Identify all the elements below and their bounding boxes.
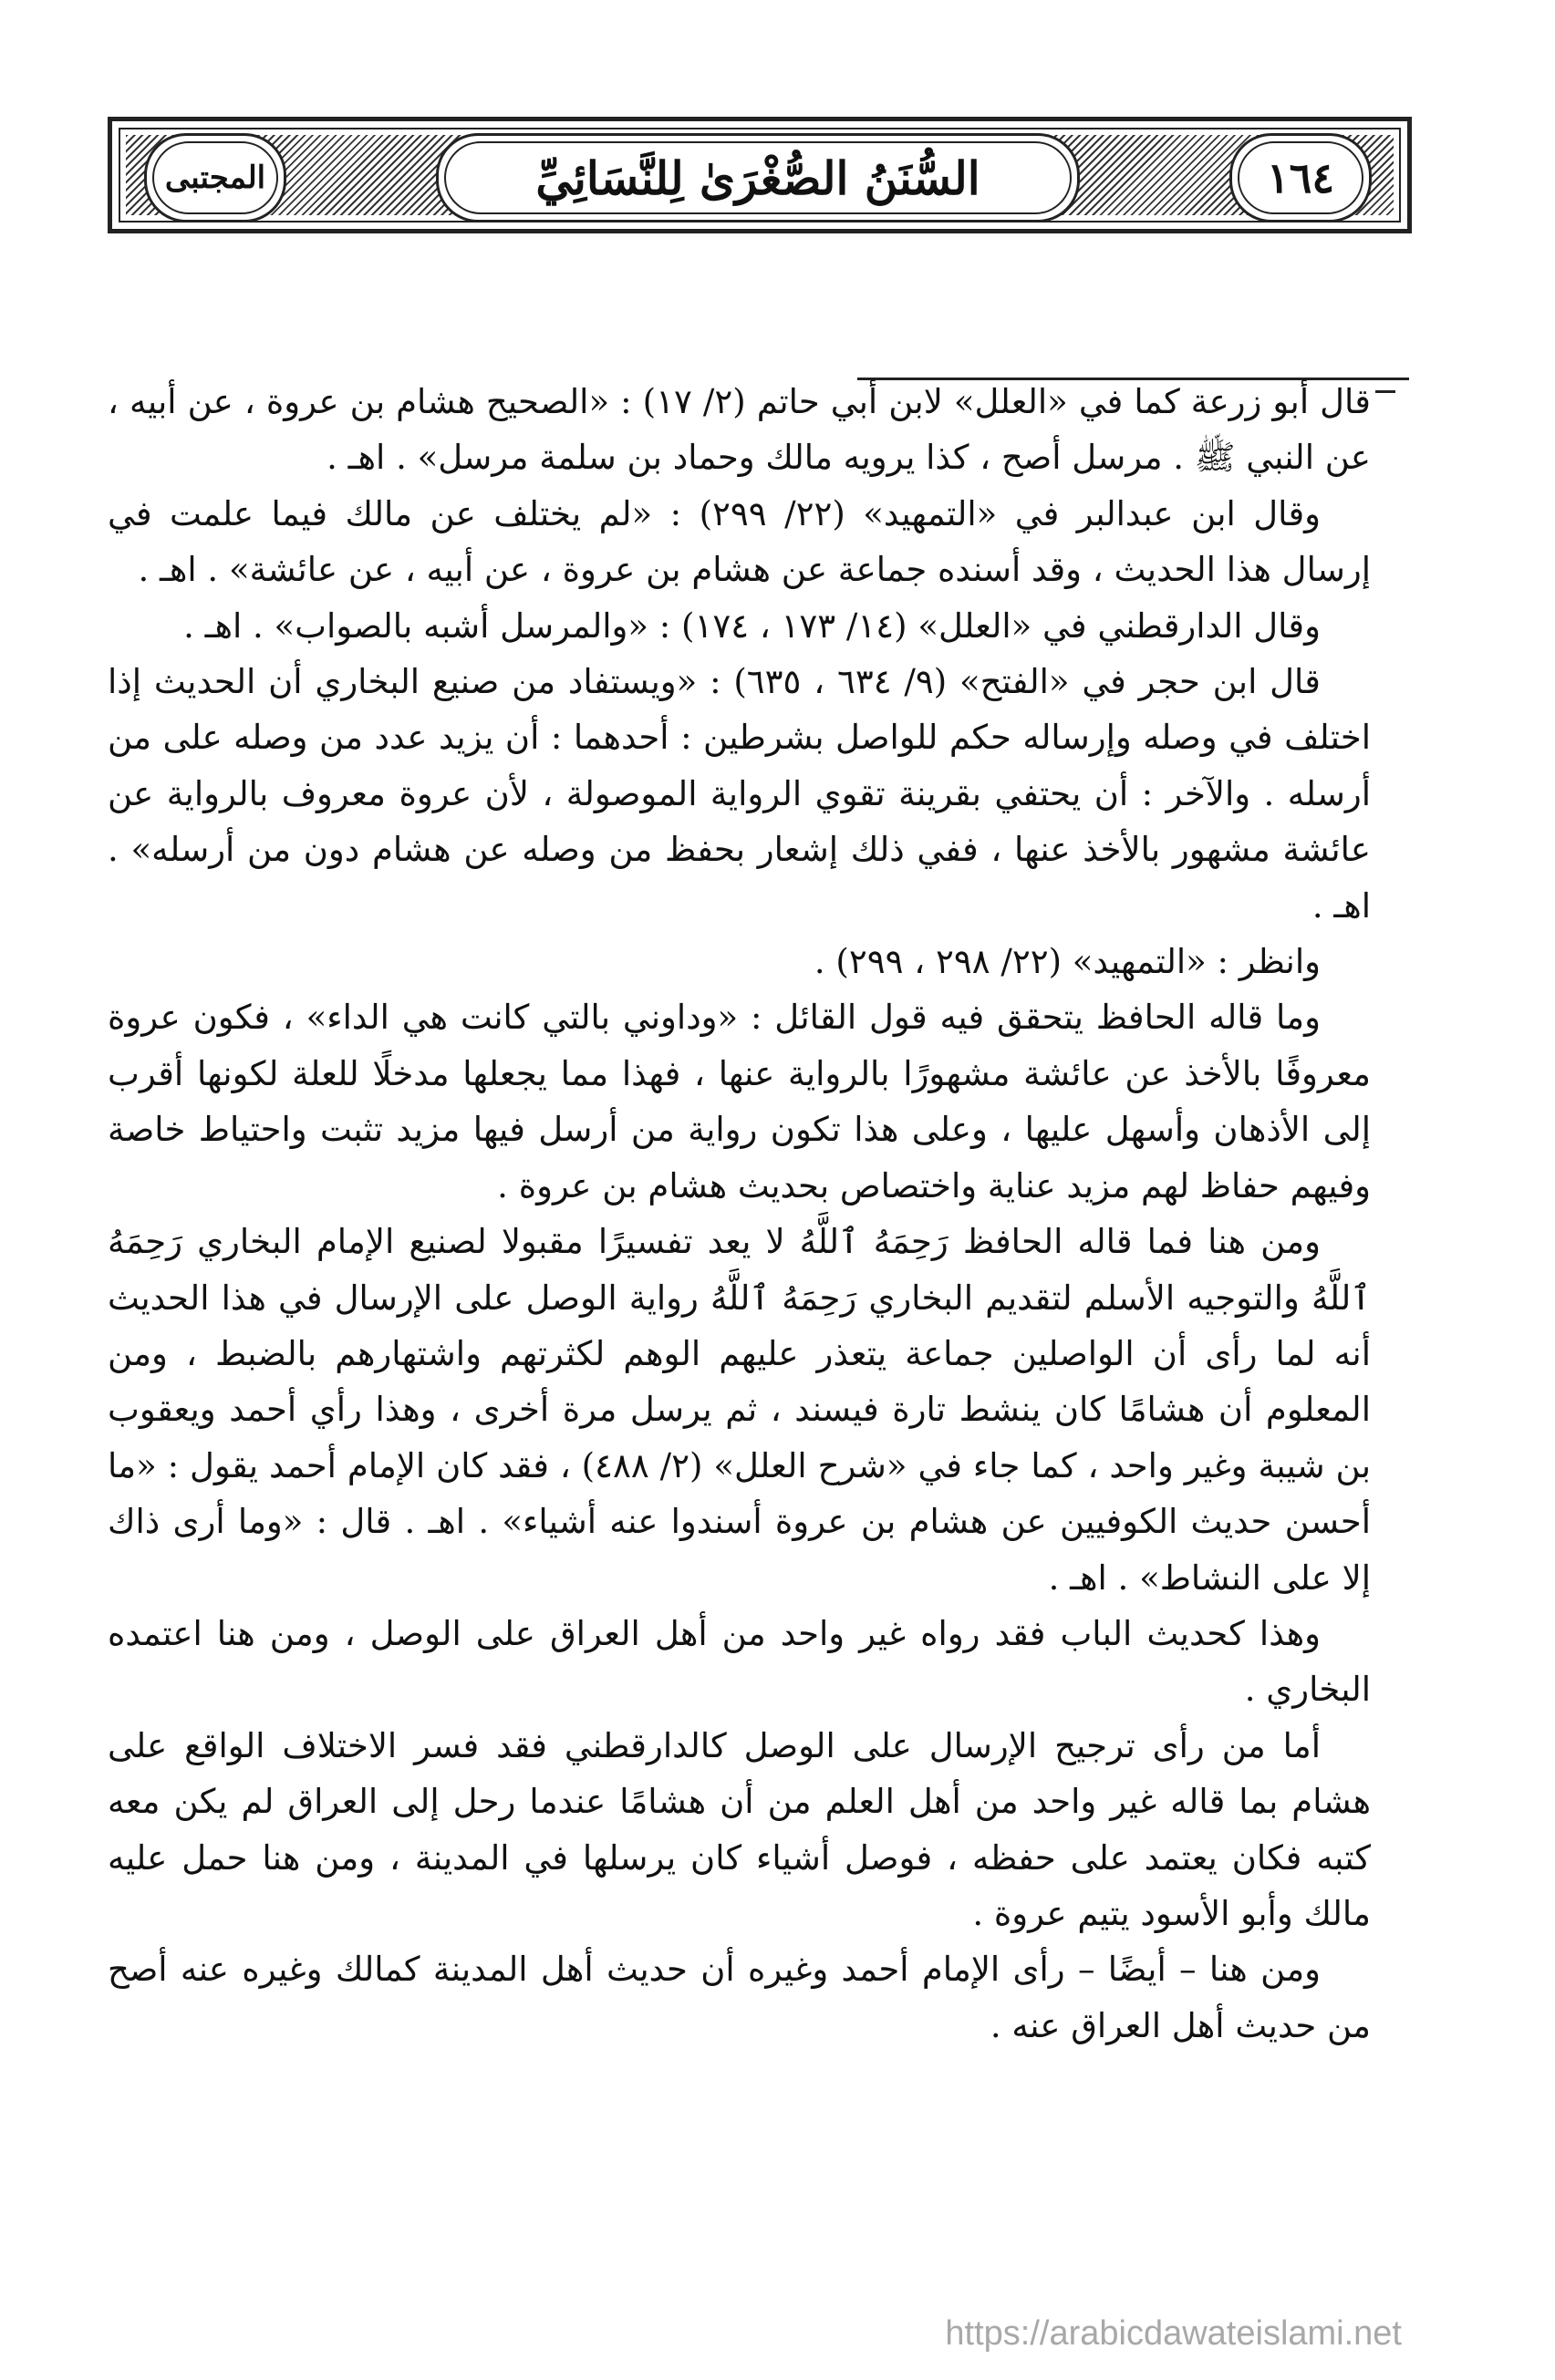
watermark-url: https://arabicdawateislami.net xyxy=(945,2314,1402,2353)
paragraph: وهذا كحديث الباب فقد رواه غير واحد من أهل العراق على الوصل ، ومن هنا اعتمده البخاري . xyxy=(108,1613,1371,1710)
book-title: السُّنَنُ الصُّغْرَىٰ لِلنَّسَائِيِّ xyxy=(535,150,980,205)
footnote-dash-mark xyxy=(1375,390,1395,393)
paragraph: ومن هنا – أيضًا – رأى الإمام أحمد وغيره أن حديث أهل المدينة كمالك وغيره عنه أصح من حديث أهل العراق عنه . xyxy=(108,1950,1371,2045)
page-number-cartouche xyxy=(1229,133,1372,222)
paragraph: قال ابن حجر في «الفتح» (٩/ ٦٣٤ ، ٦٣٥) : «ويستفاد من صنيع البخاري أن الحديث إذا اختلف في وصله وإرساله حكم للواصل بشرطين : أحدهما : أن يزيد عدد من وصله على من أرسله . والآخر : أن يحتفي بقرينة تقوي الرواية الموصولة ، لأن عروة معروف بالرواية عن عائشة مشهور بالأخذ عنها ، ففي ذلك إشعار بحفظ من وصله عن هشام دون من أرسله» . اهـ . xyxy=(108,662,1371,926)
paragraph: وقال الدارقطني في «العلل» (١٤/ ١٧٣ ، ١٧٤) : «والمرسل أشبه بالصواب» . اهـ . xyxy=(183,605,1321,646)
paragraph: قال أبو زرعة كما في «العلل» لابن أبي حاتم (٢/ ١٧) : «الصحيح هشام بن عروة ، عن أبيه ، عن النبي ﷺ . مرسل أصح ، كذا يرويه مالك وحماد بن سلمة مرسل» . اهـ . xyxy=(108,382,1371,478)
page-header xyxy=(108,117,1412,233)
paragraph: ومن هنا فما قاله الحافظ رَحِمَهُ ٱللَّهُ لا يعد تفسيرًا مقبولا لصنيع الإمام البخاري رَحِمَهُ ٱللَّهُ والتوجيه الأسلم لتقديم البخاري رَحِمَهُ ٱللَّهُ رواية الوصل على الإرسال في هذا الحديث أنه لما رأى أن الواصلين جماعة يتعذر عليهم الوهم لكثرتهم واشتهارهم بالضبط ، ومن المعلوم أن هشامًا كان ينشط تارة فيسند ، ثم يرسل مرة أخرى ، وهذا رأي أحمد ويعقوب بن شيبة وغير واحد ، كما جاء في «شرح العلل» (٢/ ٤٨٨) ، فقد كان الإمام أحمد يقول : «ما أحسن حديث الكوفيين عن هشام بن عروة أسندوا عنه أشياء» . اهـ . قال : «وما أرى ذاك إلا على النشاط» . اهـ . xyxy=(108,1222,1371,1598)
page-number: ١٦٤ xyxy=(1266,153,1335,202)
paragraph: وما قاله الحافظ يتحقق فيه قول القائل : «وداوني بالتي كانت هي الداء» ، فكون عروة معروفًا بالأخذ عن عائشة مشهورًا بالرواية عنها ، فهذا مما يجعلها مدخلًا للعلة لكونها أقرب إلى الأذهان وأسهل عليها ، وعلى هذا تكون رواية من أرسل فيها مزيد تثبت واحتياط خاصة وفيهم حفاظ لهم مزيد عناية واختصاص بحديث هشام بن عروة . xyxy=(108,998,1371,1206)
paragraph: أما من رأى ترجيح الإرسال على الوصل كالدارقطني فقد فسر الاختلاف الواقع على هشام بما قاله غير واحد من أهل العلم من أن هشامًا عندما رحل إلى العراق لم يكن معه كتبه فكان يعتمد على حفظه ، فوصل أشياء كان يرسلها في المدينة ، ومن هنا حمل عليه مالك وأبو الأسود يتيم عروة . xyxy=(108,1725,1371,1933)
title-cartouche xyxy=(436,133,1080,222)
paragraph: وانظر : «التمهيد» (٢٢/ ٢٩٨ ، ٢٩٩) . xyxy=(814,942,1321,982)
book-badge-cartouche xyxy=(144,133,286,222)
footnote-body xyxy=(108,374,1371,2054)
paragraph: وقال ابن عبدالبر في «التمهيد» (٢٢/ ٢٩٩) : «لم يختلف عن مالك فيما علمت في إرسال هذا الحديث ، وقد أسنده جماعة عن هشام بن عروة ، عن أبيه ، عن عائشة» . اهـ . xyxy=(108,493,1371,590)
book-badge: المجتبى xyxy=(164,160,266,196)
